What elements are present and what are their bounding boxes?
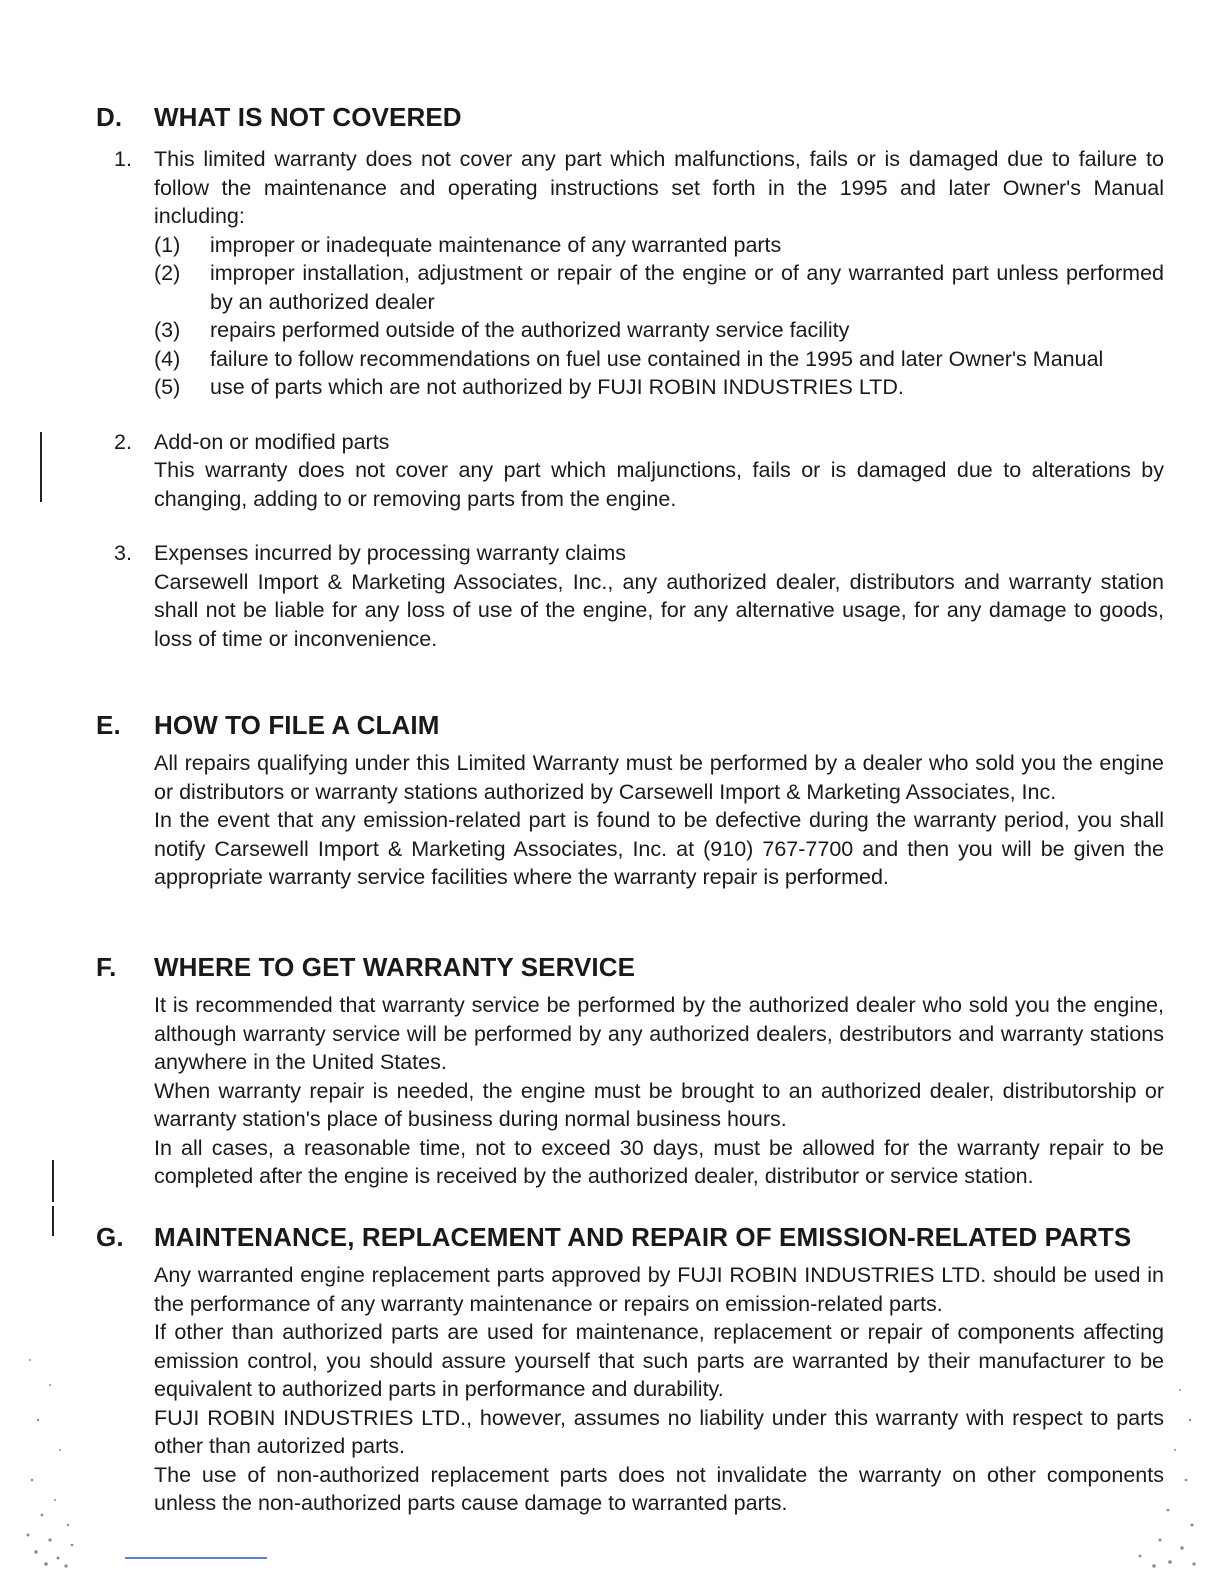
scan-noise-right [1120, 1380, 1200, 1570]
section-letter: G. [96, 1222, 124, 1252]
paragraph: All repairs qualifying under this Limited Warranty must be performed by a dealer who sold you the engine or distributors or warranty stations authorized by Carsewell Import & Marketing Associates, Inc. [154, 751, 1164, 804]
section-letter: F. [96, 952, 117, 982]
section-d [96, 102, 1164, 653]
scan-noise-left [20, 1340, 82, 1570]
sub-text: improper installation, adjustment or repair of the engine or of any warranted part unless performed by an authorized dealer [210, 261, 1164, 314]
paragraph: In all cases, a reasonable time, not to exceed 30 days, must be allowed for the warranty repair to be completed after the engine is received by the authorized dealer, distributor or service station. [154, 1135, 1164, 1188]
item-number: 2. [114, 429, 132, 454]
item-heading: Expenses incurred by processing warranty claims [154, 541, 627, 565]
section-d-heading [96, 102, 1164, 133]
paragraph: If other than authorized parts are used for maintenance, replacement or repair of components affecting emission control, you should assure yourself that such parts are warranted by their manufacturer to be equivalent to authorized parts in performance and durability. [154, 1320, 1164, 1401]
sub-text: use of parts which are not authorized by FUJI ROBIN INDUSTRIES LTD. [210, 375, 904, 399]
item-text: Carsewell Import & Marketing Associates, Inc., any authorized dealer, distributors and warranty station shall not be liable for any loss of use of the engine, for any alternative usage, for any damage to goods, loss of time or inconvenience. [154, 569, 1164, 651]
section-title: HOW TO FILE A CLAIM [154, 710, 440, 740]
paragraph: In the event that any emission-related part is found to be defective during the warranty period, you shall notify Carsewell Import & Marketing Associates, Inc. at (910) 767-7700 and then you will be given the appropriate warranty service facilities where the warranty repair is performed. [154, 808, 1164, 889]
section-g-heading [96, 1222, 1164, 1253]
section-title: MAINTENANCE, REPLACEMENT AND REPAIR OF EMISSION-RELATED PARTS [154, 1222, 1132, 1252]
item-number: 3. [114, 541, 132, 565]
section-e-heading [96, 710, 1164, 741]
item-number: 1. [114, 147, 132, 171]
section-e [96, 710, 1164, 892]
sub-number: (4) [154, 346, 181, 371]
sub-item [154, 373, 1164, 402]
section-f-heading [96, 952, 1164, 983]
section-letter: D. [96, 102, 123, 132]
paragraph: FUJI ROBIN INDUSTRIES LTD., however, assumes no liability under this warranty with respect to parts other than autorized parts. [154, 1405, 1164, 1458]
sub-number: (3) [154, 318, 181, 342]
binding-mark [52, 1206, 54, 1236]
binding-mark [52, 1160, 54, 1202]
sub-text: failure to follow recommendations on fuel use contained in the 1995 and later Owner's Manual [210, 346, 1104, 371]
underline-mark [125, 1557, 267, 1559]
list-item-2 [114, 428, 1164, 514]
paragraph: The use of non-authorized replacement parts does not invalidate the warranty on other components unless the non-authorized parts cause damage to warranted parts. [154, 1462, 1164, 1515]
sub-item [154, 345, 1164, 374]
list-item-3 [114, 539, 1164, 653]
sub-number: (1) [154, 232, 181, 257]
section-title: WHAT IS NOT COVERED [154, 102, 462, 132]
sub-number: (2) [154, 261, 181, 285]
paragraph: Any warranted engine replacement parts approved by FUJI ROBIN INDUSTRIES LTD. should be used in the performance of any warranty maintenance or repairs on emission-related parts. [154, 1263, 1164, 1316]
sub-text: repairs performed outside of the authorized warranty service facility [210, 318, 850, 342]
sub-item [154, 316, 1164, 345]
sub-item [154, 231, 1164, 260]
sub-number: (5) [154, 375, 181, 399]
item-intro: This limited warranty does not cover any part which malfunctions, fails or is damaged due to failure to follow the maintenance and operating instructions set forth in the 1995 and later Owner's Manual including: [154, 147, 1164, 228]
list-item-1 [114, 145, 1164, 402]
item-text: This warranty does not cover any part which maljunctions, fails or is damaged due to alterations by changing, adding to or removing parts from the engine. [154, 458, 1164, 511]
paragraph: When warranty repair is needed, the engine must be brought to an authorized dealer, distributorship or warranty station's place of business during normal business hours. [154, 1078, 1164, 1131]
section-g [96, 1222, 1164, 1518]
sub-text: improper or inadequate maintenance of any warranted parts [210, 232, 782, 257]
binding-mark [40, 432, 42, 502]
section-letter: E. [96, 710, 121, 740]
sub-item [154, 259, 1164, 316]
paragraph: It is recommended that warranty service be performed by the authorized dealer who sold you the engine, although warranty service will be performed by any authorized dealers, destributors and warranty stations anywhere in the United States. [154, 993, 1164, 1074]
item-heading: Add-on or modified parts [154, 429, 390, 454]
section-f [96, 952, 1164, 1191]
section-title: WHERE TO GET WARRANTY SERVICE [154, 952, 636, 982]
